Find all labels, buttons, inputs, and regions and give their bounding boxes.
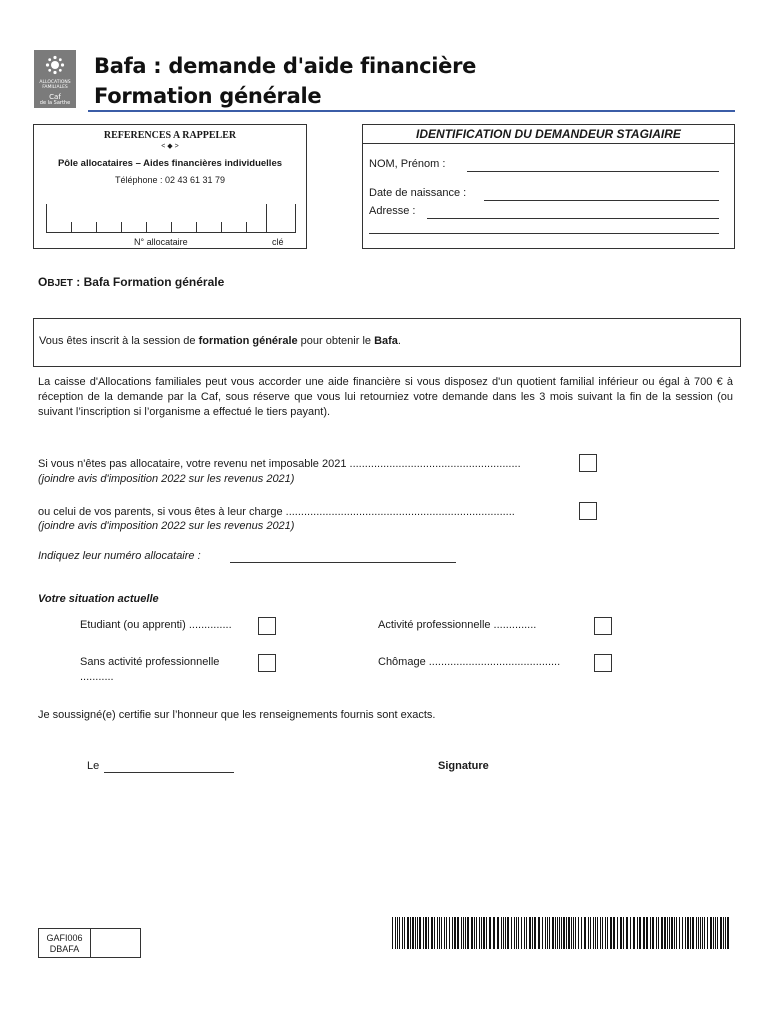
barcode-bar [501, 917, 502, 949]
barcode-bar [518, 917, 519, 949]
header-divider [88, 110, 735, 112]
barcode-bar [526, 917, 527, 949]
adresse-field[interactable] [427, 218, 719, 219]
barcode-bar [725, 917, 726, 949]
barcode-bar [584, 917, 586, 949]
chomage-label: Chômage ........................................... [378, 656, 561, 668]
barcode-bar [454, 917, 456, 949]
barcode-bar [575, 917, 576, 949]
barcode-bar [593, 917, 594, 949]
barcode-bar [419, 917, 421, 949]
barcode-bar [521, 917, 522, 949]
barcode-bar [650, 917, 651, 949]
barcode-bar [507, 917, 509, 949]
barcode-bar [431, 917, 433, 949]
barcode-bar [690, 917, 691, 949]
barcode-bar [692, 917, 694, 949]
barcode-bar [707, 917, 708, 949]
barcode-bar [557, 917, 558, 949]
barcode-bar [679, 917, 680, 949]
barcode-bar [524, 917, 525, 949]
barcode-bar [552, 917, 554, 949]
barcode-bar [481, 917, 482, 949]
barcode-bar [545, 917, 546, 949]
nom-label: NOM, Prénom : [369, 158, 446, 170]
allocataire-parent-label: Indiquez leur numéro allocataire : [38, 550, 201, 562]
barcode-bar [437, 917, 438, 949]
revenu-parents-note: (joindre avis d'imposition 2022 sur les revenus 2021) [38, 520, 295, 532]
barcode-bar [717, 917, 718, 949]
barcode-bar [532, 917, 533, 949]
logo-text-top: ALLOCATIONS FAMILIALES [39, 80, 71, 90]
barcode-bar [434, 917, 435, 949]
revenu-line: Si vous n'êtes pas allocataire, votre revenu net imposable 2021 ........................................................ [38, 458, 521, 470]
activite-label: Activité professionnelle .............. [378, 619, 537, 631]
barcode-bar [661, 917, 663, 949]
barcode-bar [568, 917, 570, 949]
certification-text: Je soussigné(e) certifie sur l’honneur que les renseignements fournis sont exacts. [38, 709, 436, 721]
barcode-bar [425, 917, 427, 949]
barcode-bar [700, 917, 701, 949]
barcode-bar [441, 917, 442, 949]
barcode-bar [412, 917, 414, 949]
barcode-bar [630, 917, 631, 949]
adresse-field-line2[interactable] [369, 233, 719, 234]
identification-box [362, 124, 735, 249]
barcode-bar [671, 917, 673, 949]
barcode-bar [559, 917, 560, 949]
barcode-bar [467, 917, 469, 949]
barcode-bar [446, 917, 447, 949]
naissance-label: Date de naissance : [369, 187, 467, 199]
barcode-bar [503, 917, 504, 949]
etudiant-label: Etudiant (ou apprenti) .............. [80, 619, 232, 631]
barcode-bar [595, 917, 596, 949]
caf-logo-mark-icon [45, 55, 65, 75]
barcode-bar [713, 917, 714, 949]
barcode-bar [682, 917, 683, 949]
le-label: Le [87, 760, 100, 772]
barcode-bar [428, 917, 429, 949]
barcode-bar [715, 917, 716, 949]
logo-text-bottom: Caf de la Sarthe [39, 93, 71, 106]
barcode-bar [404, 917, 405, 949]
barcode-bar [474, 917, 475, 949]
allocataire-number-label: N° allocataire [134, 237, 188, 247]
barcode-bar [471, 917, 473, 949]
barcode-bar [463, 917, 464, 949]
barcode-bar [710, 917, 712, 949]
allocataire-number-field[interactable] [46, 205, 296, 233]
barcode-bar [656, 917, 657, 949]
barcode-bar [516, 917, 517, 949]
revenu-parents-box[interactable] [579, 502, 597, 520]
references-pole: Pôle allocataires – Aides financières individuelles [57, 158, 283, 169]
barcode-bar [571, 917, 572, 949]
barcode-bar [563, 917, 565, 949]
form-code: GAFI006 [46, 933, 83, 943]
intro-paragraph: La caisse d'Allocations familiales peut vous accorder une aide financière si vous disposez d'un quotient familial inférieur ou égal à 700 € à réception de la demande par la Caf, sous réserve que vous lui retourniez votre demande dans les 3 mois suivant la fin de la session (ou suivant l’inscription si l’organisme a effectué le tiers payant). [38, 376, 733, 418]
barcode-bar [643, 917, 645, 949]
signature-label: Signature [438, 760, 489, 772]
barcode-bar [602, 917, 603, 949]
barcode-bar [613, 917, 615, 949]
barcode-bar [476, 917, 477, 949]
inscription-text: Vous êtes inscrit à la session de formation générale pour obtenir le Bafa. [39, 335, 401, 347]
barcode-bar [465, 917, 466, 949]
barcode-bar [407, 917, 409, 949]
barcode-bar [415, 917, 416, 949]
date-field[interactable] [104, 772, 234, 773]
caf-logo [34, 50, 76, 108]
barcode-bar [529, 917, 531, 949]
barcode-bar [392, 917, 393, 949]
situation-title: Votre situation actuelle [38, 593, 159, 605]
barcode-bar [547, 917, 548, 949]
barcode-bar [444, 917, 445, 949]
barcode-bar [417, 917, 418, 949]
barcode-bar [639, 917, 641, 949]
barcode-bar [514, 917, 515, 949]
barcode-bar [457, 917, 459, 949]
barcode-bar [588, 917, 589, 949]
barcode-bar [664, 917, 666, 949]
barcode-bar [505, 917, 506, 949]
naissance-field[interactable] [484, 200, 719, 201]
adresse-label: Adresse : [369, 205, 416, 217]
form-code-sub: DBAFA [49, 944, 80, 954]
activite-checkbox[interactable] [594, 617, 612, 635]
cle-label: clé [272, 237, 284, 247]
barcode-bar [723, 917, 724, 949]
page-subtitle: Formation générale [94, 84, 322, 108]
references-symbol: < ◆ > [161, 143, 179, 150]
barcode-bar [698, 917, 699, 949]
barcode-bar [702, 917, 703, 949]
barcode-bar [479, 917, 480, 949]
barcode-bar [461, 917, 462, 949]
barcode-bar [578, 917, 579, 949]
barcode-bar [667, 917, 668, 949]
barcode-bar [620, 917, 622, 949]
sans-activite-label: Sans activité professionnelle [80, 656, 220, 668]
sans-activite-dots: ........... [80, 671, 114, 683]
barcode-bar [633, 917, 635, 949]
form-code-box [38, 928, 141, 958]
revenu-box[interactable] [579, 454, 597, 472]
barcode-bar [555, 917, 556, 949]
barcode-bar [704, 917, 705, 949]
barcode-bar [669, 917, 670, 949]
barcode-bar [652, 917, 654, 949]
barcode-bar [687, 917, 689, 949]
barcode-bar [538, 917, 540, 949]
chomage-checkbox[interactable] [594, 654, 612, 672]
barcode-bar [397, 917, 398, 949]
barcode-bar [399, 917, 400, 949]
barcode-bar [617, 917, 618, 949]
barcode-bar [637, 917, 638, 949]
barcode-bar [573, 917, 574, 949]
barcode-bar [720, 917, 722, 949]
barcode-bar [581, 917, 582, 949]
barcode-bar [423, 917, 424, 949]
references-title: REFERENCES A RAPPELER [103, 130, 237, 141]
barcode-bar [685, 917, 686, 949]
barcode-bar [395, 917, 396, 949]
revenu-parents-line: ou celui de vos parents, si vous êtes à leur charge ........................................................................... [38, 506, 515, 518]
barcode-bar [534, 917, 536, 949]
barcode-bar [483, 917, 485, 949]
barcode-bar [542, 917, 543, 949]
barcode-bar [674, 917, 675, 949]
references-box [33, 124, 307, 249]
barcode-bar [696, 917, 697, 949]
barcode-bar [646, 917, 648, 949]
barcode-bar [658, 917, 659, 949]
sans-activite-checkbox[interactable] [258, 654, 276, 672]
references-telephone: Téléphone : 02 43 61 31 79 [114, 175, 226, 185]
objet-line: OBJET : Bafa Formation générale [38, 275, 225, 289]
barcode-bar [410, 917, 411, 949]
etudiant-checkbox[interactable] [258, 617, 276, 635]
inscription-box [33, 318, 741, 367]
page-title: Bafa : demande d'aide financière [94, 54, 477, 78]
barcode-bar [597, 917, 598, 949]
barcode-bar [549, 917, 550, 949]
barcode-bar [449, 917, 450, 949]
barcode-bar [493, 917, 495, 949]
barcode-bar [561, 917, 562, 949]
barcode-bar [626, 917, 628, 949]
barcode-bar [497, 917, 499, 949]
barcode-bar [439, 917, 440, 949]
barcode-bar [607, 917, 608, 949]
barcode-bar [605, 917, 606, 949]
barcode [392, 917, 732, 949]
identification-title: IDENTIFICATION DU DEMANDEUR STAGIAIRE [363, 125, 734, 144]
barcode-bar [511, 917, 512, 949]
barcode-bar [452, 917, 453, 949]
barcode-bar [402, 917, 403, 949]
barcode-bar [489, 917, 491, 949]
barcode-bar [623, 917, 624, 949]
barcode-bar [676, 917, 677, 949]
nom-field[interactable] [467, 171, 719, 172]
barcode-bar [486, 917, 487, 949]
revenu-note: (joindre avis d'imposition 2022 sur les revenus 2021) [38, 473, 295, 485]
barcode-bar [727, 917, 729, 949]
barcode-bar [610, 917, 612, 949]
barcode-bar [566, 917, 567, 949]
barcode-bar [600, 917, 601, 949]
allocataire-parent-field[interactable] [230, 562, 456, 563]
barcode-bar [590, 917, 591, 949]
